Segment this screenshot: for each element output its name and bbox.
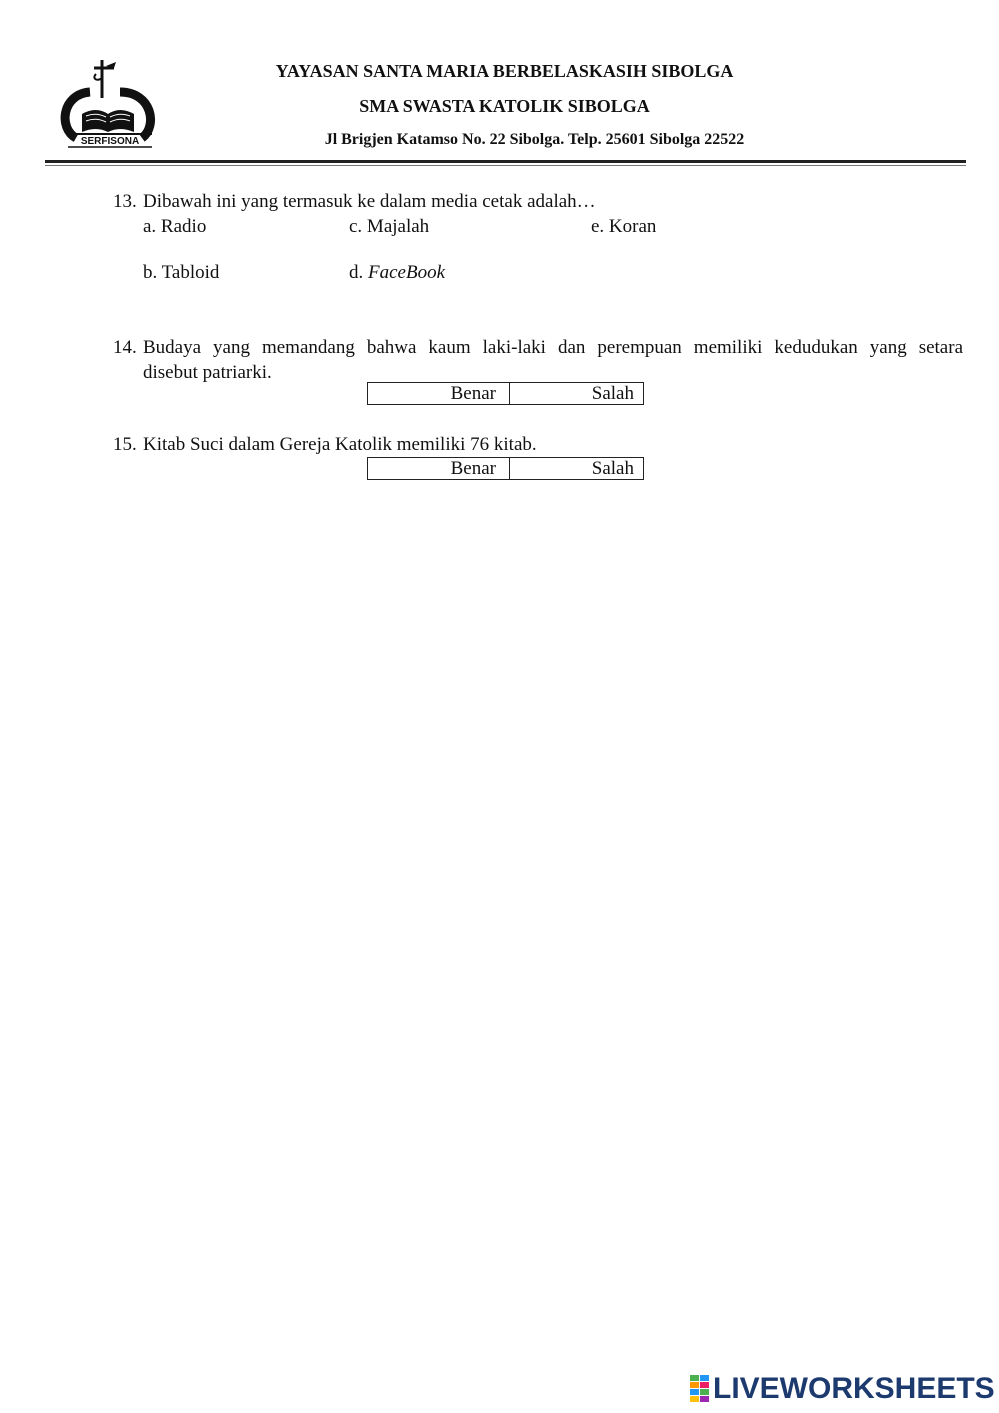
option-c[interactable]: c. Majalah (349, 216, 430, 237)
logo-text: SERFISONA (80, 136, 140, 147)
question-13-number: 13. (113, 191, 137, 212)
question-14-text-cont: disebut patriarki. (143, 362, 272, 383)
option-b[interactable]: b. Tabloid (143, 262, 220, 283)
option-d-label: FaceBook (368, 262, 446, 283)
question-14-true-false (367, 382, 644, 405)
question-14-number: 14. (113, 337, 137, 358)
benar-choice[interactable]: Benar (368, 383, 510, 404)
school-name: SMA SWASTA KATOLIK SIBOLGA (359, 96, 650, 116)
question-13-text: Dibawah ini yang termasuk ke dalam media cetak adalah… (143, 191, 596, 212)
question-15-number: 15. (113, 434, 137, 455)
benar-choice[interactable]: Benar (368, 458, 510, 479)
question-14-text: Budaya yang memandang bahwa kaum laki-laki dan perempuan memiliki kedudukan yang setara (143, 337, 963, 358)
liveworksheets-brand (690, 1373, 995, 1405)
salah-choice[interactable]: Salah (591, 458, 634, 479)
foundation-name: YAYASAN SANTA MARIA BERBELASKASIH SIBOLGA (275, 61, 734, 81)
liveworksheets-text: LIVEWORKSHEETS (713, 1372, 995, 1405)
option-d-prefix: d. (349, 262, 364, 283)
liveworksheets-icon (690, 1375, 710, 1403)
header-divider (45, 160, 966, 163)
option-d[interactable] (349, 263, 445, 282)
question-15-true-false (367, 457, 644, 480)
salah-choice[interactable]: Salah (591, 383, 634, 404)
question-15-text: Kitab Suci dalam Gereja Katolik memiliki 76 kitab. (143, 434, 537, 455)
option-e[interactable]: e. Koran (591, 216, 657, 237)
option-a[interactable]: a. Radio (143, 216, 207, 237)
school-address: Jl Brigjen Katamso No. 22 Sibolga. Telp. 25601 Sibolga 22522 (324, 131, 745, 148)
header-divider-thin (45, 165, 966, 166)
